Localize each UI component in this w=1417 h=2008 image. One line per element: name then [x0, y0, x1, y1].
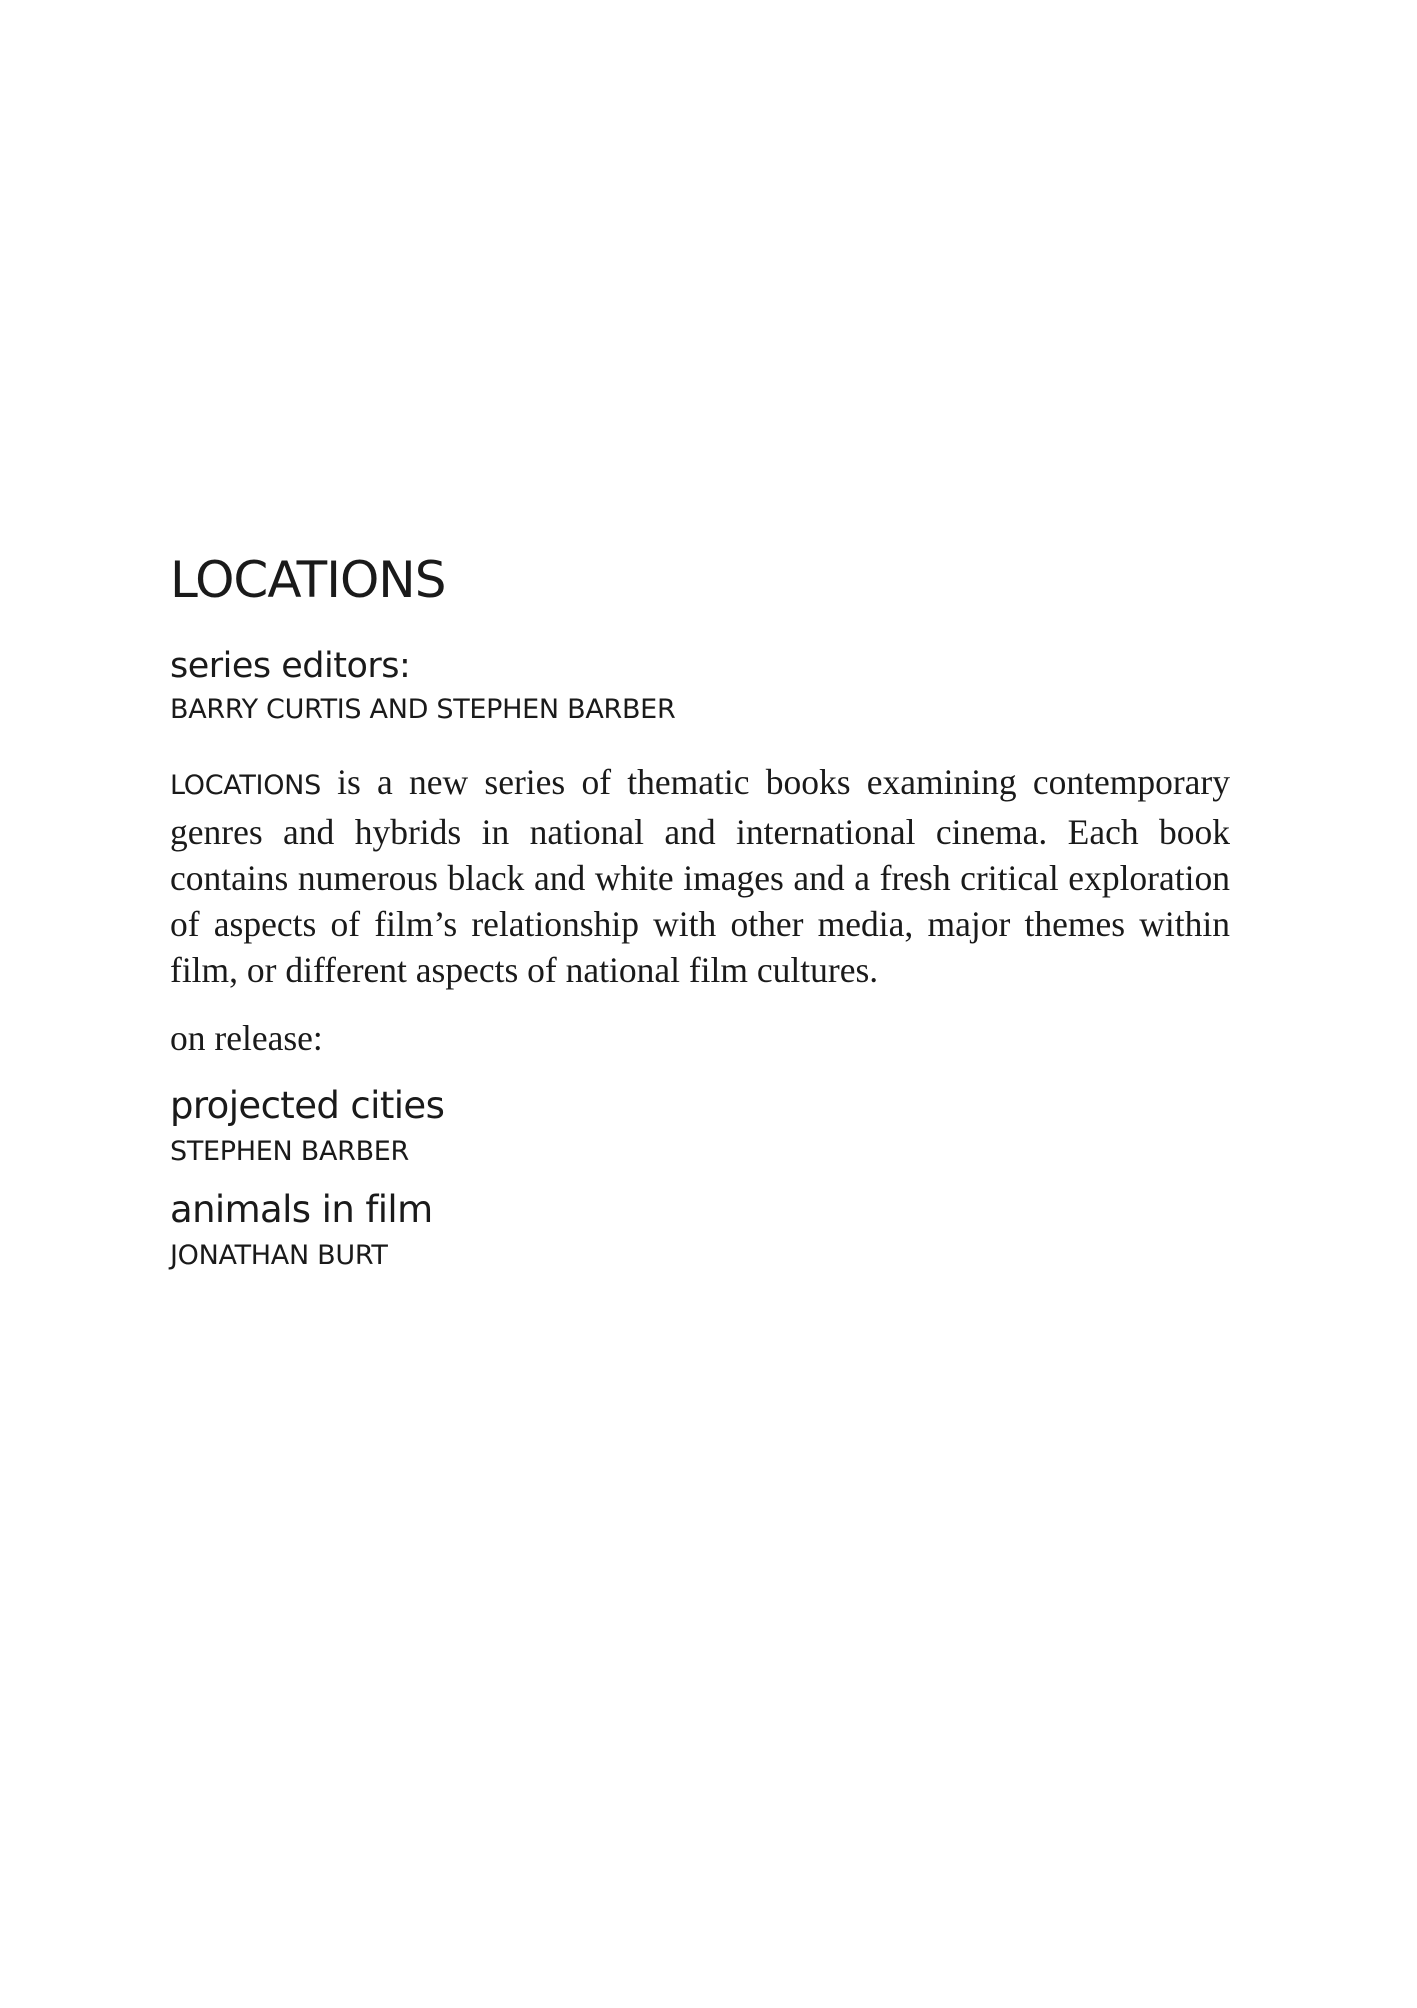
- on-release-label: on release:: [170, 1018, 323, 1058]
- series-description-lead: LOCATIONS: [170, 770, 321, 801]
- series-editors-names: BARRY CURTIS AND STEPHEN BARBER: [170, 694, 676, 725]
- series-editors-label: series editors:: [170, 646, 411, 686]
- book-title: animals in film: [170, 1187, 433, 1231]
- book-entry: [170, 1187, 1230, 1271]
- book-author: JONATHAN BURT: [170, 1239, 388, 1271]
- series-description: [170, 759, 1230, 993]
- series-title: LOCATIONS: [170, 551, 446, 609]
- book-entry: [170, 1083, 1230, 1167]
- book-title: projected cities: [170, 1083, 445, 1127]
- series-description-body: is a new series of thematic books examining contemporary genres and hybrids in national and international cinema. Each book contains numerous black and white images and a fresh critical exploration of aspects of film’s relationship with other media, major themes within film, or different aspects of national film cultures.: [170, 762, 1230, 990]
- book-author: STEPHEN BARBER: [170, 1135, 410, 1167]
- series-page: [170, 551, 1230, 1295]
